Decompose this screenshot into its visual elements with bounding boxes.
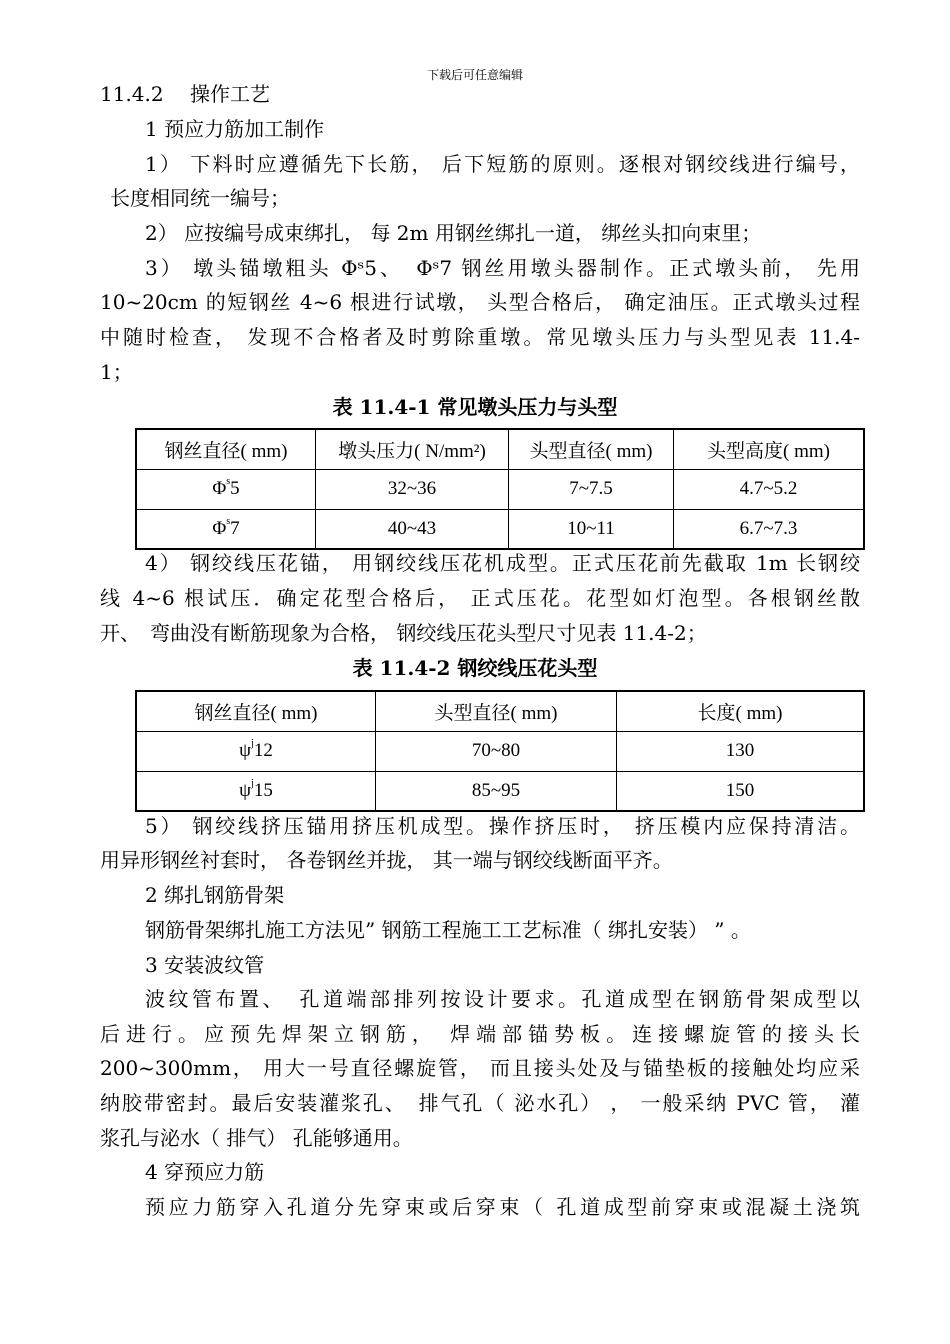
table-row (136, 731, 864, 771)
table-cell: $\psi^j15$ (136, 771, 376, 811)
table-cell: 150 (617, 771, 865, 811)
table-cell: 6.7~7.3 (674, 509, 865, 549)
table-cell: 85~95 (376, 771, 617, 811)
paragraph-1-line-1: 1） 下料时应遵循先下长筋， 后下短筋的原则。逐根对钢绞线进行编号， (145, 152, 860, 176)
table-header-cell: 头型直径( mm) (376, 691, 617, 731)
paragraph-7-line-3: 200~300mm， 用大一号直径螺旋管， 而且接头处及与锚垫板的接触处均应采 (100, 1056, 860, 1080)
paragraph-5-line-2: 用异形钢丝衬套时， 各卷钢丝并拢， 其一端与钢绞线断面平齐。 (100, 848, 673, 872)
subheading-3: 3 安装波纹管 (145, 953, 265, 977)
subheading-4: 4 穿预应力筋 (145, 1160, 265, 1184)
paragraph-3-line-2: 10~20cm 的短钢丝 4~6 根进行试墩， 头型合格后， 确定油压。正式墩头过程 (100, 290, 860, 314)
table-header-cell: 钢丝直径( mm) (136, 691, 376, 731)
table-header-cell: 墩头压力( N/mm²) (316, 429, 509, 469)
table-1-caption: 表 11.4-1 常见墩头压力与头型 (332, 395, 618, 419)
table-cell: 4.7~5.2 (674, 469, 865, 509)
page-header: 下载后可任意编辑 (426, 68, 523, 82)
paragraph-5-line-1: 5） 钢绞线挤压锚用挤压机成型。操作挤压时， 挤压模内应保持清洁。 (145, 814, 860, 838)
section-heading: 11.4.2 操作工艺 (100, 82, 270, 106)
paragraph-3-line-3: 中随时检查， 发现不合格者及时剪除重墩。常见墩头压力与头型见表 11.4- (100, 325, 860, 349)
table-2-caption: 表 11.4-2 钢绞线压花头型 (352, 656, 598, 680)
table-cell: 40~43 (316, 509, 509, 549)
paragraph-8: 预应力筋穿入孔道分先穿束或后穿束（ 孔道成型前穿束或混凝土浇筑 (145, 1195, 860, 1219)
table-cell: 70~80 (376, 731, 617, 771)
table-header-cell: 长度( mm) (617, 691, 865, 731)
table-header-cell: 头型直径( mm) (509, 429, 674, 469)
table-header-row (136, 691, 864, 731)
paragraph-7-line-5: 浆孔与泌水（ 排气） 孔能够通用。 (100, 1126, 413, 1150)
paragraph-4-line-3: 开、 弯曲没有断筋现象为合格， 钢绞线压花头型尺寸见表 11.4-2； (100, 621, 707, 645)
paragraph-4-line-2: 线 4~6 根试压．确定花型合格后， 正式压花。花型如灯泡型。各根钢丝散 (100, 586, 860, 610)
table-cell: 32~36 (316, 469, 509, 509)
table-cell: $\Phi^s5$ (136, 469, 316, 509)
table-row (136, 469, 864, 509)
table-row (136, 509, 864, 549)
paragraph-1-line-2: 长度相同统一编号； (110, 186, 290, 210)
paragraph-3-line-1: 3） 墩头锚墩粗头 Φˢ5、 Φˢ7 钢丝用墩头器制作。正式墩头前， 先用 (145, 256, 860, 280)
paragraph-3-line-4: 1； (100, 360, 133, 384)
subheading-2: 2 绑扎钢筋骨架 (145, 883, 285, 907)
paragraph-2: 2） 应按编号成束绑扎， 每 2m 用钢丝绑扎一道， 绑丝头扣向束里； (145, 221, 762, 245)
table-2 (135, 690, 865, 812)
table-cell: $\Phi^s7$ (136, 509, 316, 549)
paragraph-7-line-2: 后进行。应预先焊架立钢筋， 焊端部锚势板。连接螺旋管的接头长 (100, 1022, 860, 1046)
table-header-row (136, 429, 864, 469)
paragraph-7-line-1: 波纹管布置、 孔道端部排列按设计要求。孔道成型在钢筋骨架成型以 (145, 987, 860, 1011)
table-cell: $\psi^j12$ (136, 731, 376, 771)
table-header-cell: 钢丝直径( mm) (136, 429, 316, 469)
table-1 (135, 428, 865, 550)
paragraph-4-line-1: 4） 钢绞线压花锚， 用钢绞线压花机成型。正式压花前先截取 1m 长钢绞 (145, 551, 860, 575)
paragraph-7-line-4: 纳胶带密封。最后安装灌浆孔、 排气孔（ 泌水孔） ， 一般采纳 PVC 管， 灌 (100, 1091, 860, 1115)
table-cell: 10~11 (509, 509, 674, 549)
table-cell: 130 (617, 731, 865, 771)
table-header-cell: 头型高度( mm) (674, 429, 865, 469)
table-cell: 7~7.5 (509, 469, 674, 509)
paragraph-6: 钢筋骨架绑扎施工方法见” 钢筋工程施工工艺标准（ 绑扎安装） ” 。 (145, 918, 751, 942)
subheading-1: 1 预应力筋加工制作 (145, 117, 325, 141)
table-row (136, 771, 864, 811)
